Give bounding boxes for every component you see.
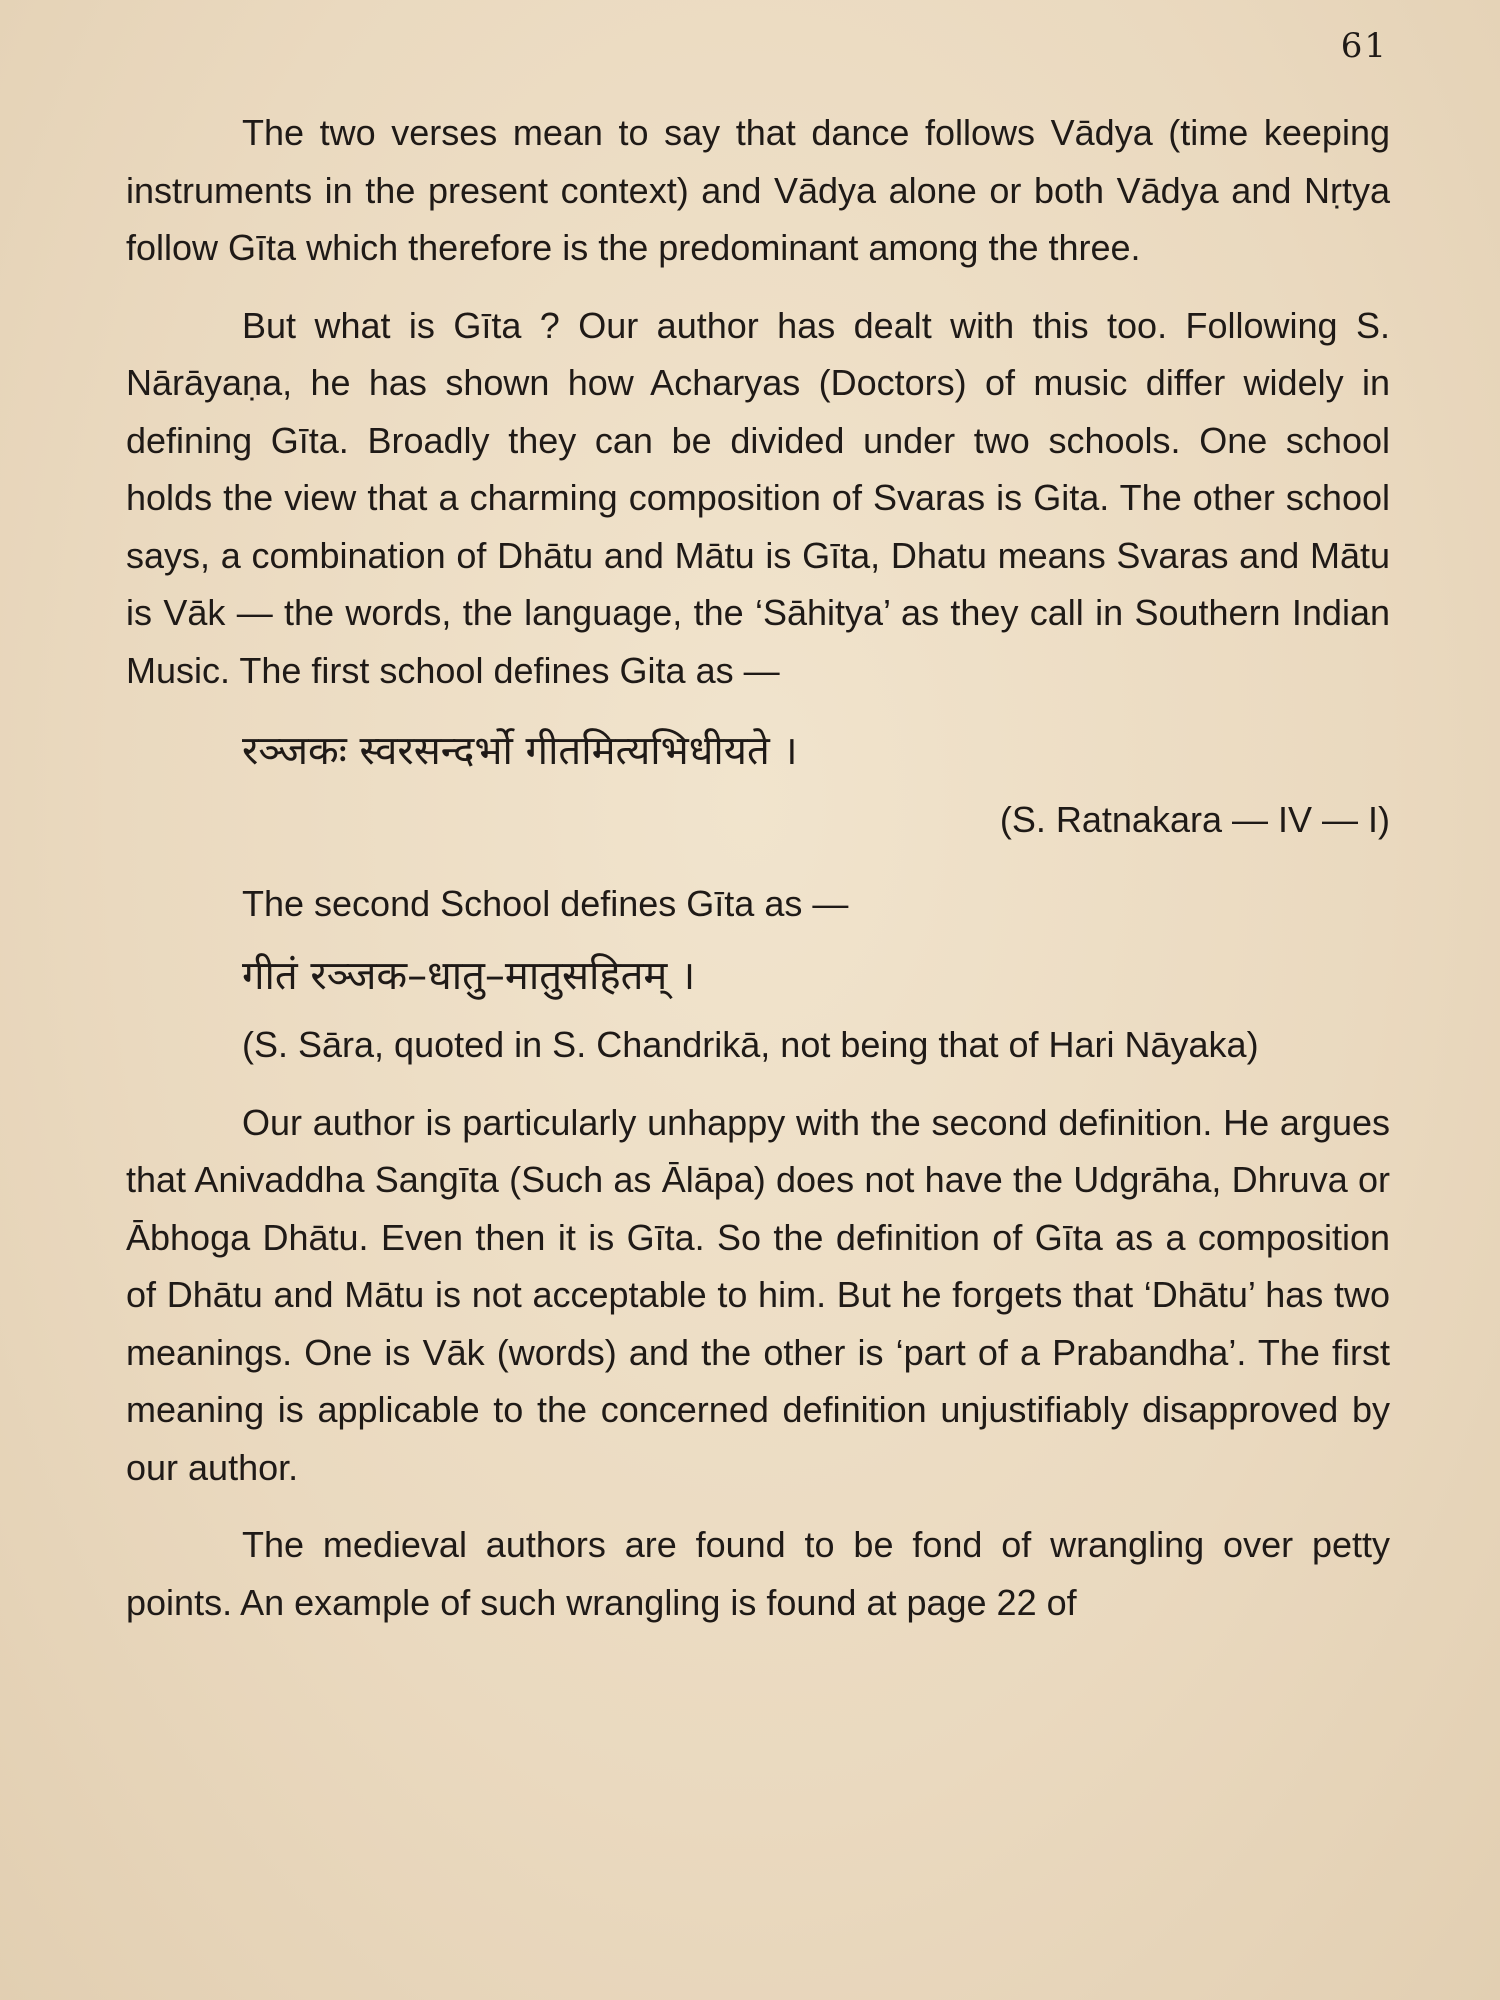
paragraph-what-is-gita: But what is Gīta ? Our author has dealt with this too. Following S. Nārāyaṇa, he has shown how Acharyas (Doctors) of music differ widely in defining Gīta. Broadly they can be divided under two schools. One school holds the view that a charming composition of Svaras is Gita. The other school says, a combination of Dhātu and Mātu is Gīta, Dhatu means Svaras and Mātu is Vāk — the words, the language, the ‘Sāhitya’ as they call in Southern Indian Music. The first school defines Gita as — [126,304,1390,691]
citation-sara: (S. Sāra, quoted in S. Chandrikā, not being that of Hari Nāyaka) [242,1024,1259,1065]
page-number: 61 [1340,26,1388,66]
sanskrit-verse-first-definition: रञ्जकः स्वरसन्दर्भो गीतमित्यभिधीयते । [242,728,798,774]
page-body [126,104,1390,1651]
paragraph-dance-follows-vadya: The two verses mean to say that dance follows Vādya (time keeping instruments in the present context) and Vādya alone or both Vādya and Nṛtya follow Gīta which therefore is the predominant among the three. [126,112,1390,268]
paragraph-medieval-authors: The medieval authors are found to be fond of wrangling over petty points. An example of such wrangling is found at page 22 of [126,1524,1390,1623]
sanskrit-verse-second-definition: गीतं रञ्जक–धातु–मातुसहितम् । [242,953,696,999]
second-school-heading: The second School defines Gīta as — [242,882,849,924]
citation-ratnakara: (S. Ratnakara — IV — I) [999,799,1390,840]
paragraph-author-unhappy: Our author is particularly unhappy with the second definition. He argues that Anivaddha Sangīta (Such as Ālāpa) does not have the Udgrāha, Dhruva or Ābhoga Dhātu. Even then it is Gīta. So the definition of Gīta as a composition of Dhātu and Mātu is not acceptable to him. But he forgets that ‘Dhātu’ has two meanings. One is Vāk (words) and the other is ‘part of a Prabandha’. The first meaning is applicable to the concerned definition unjustifiably disapproved by our author. [126,1101,1390,1488]
